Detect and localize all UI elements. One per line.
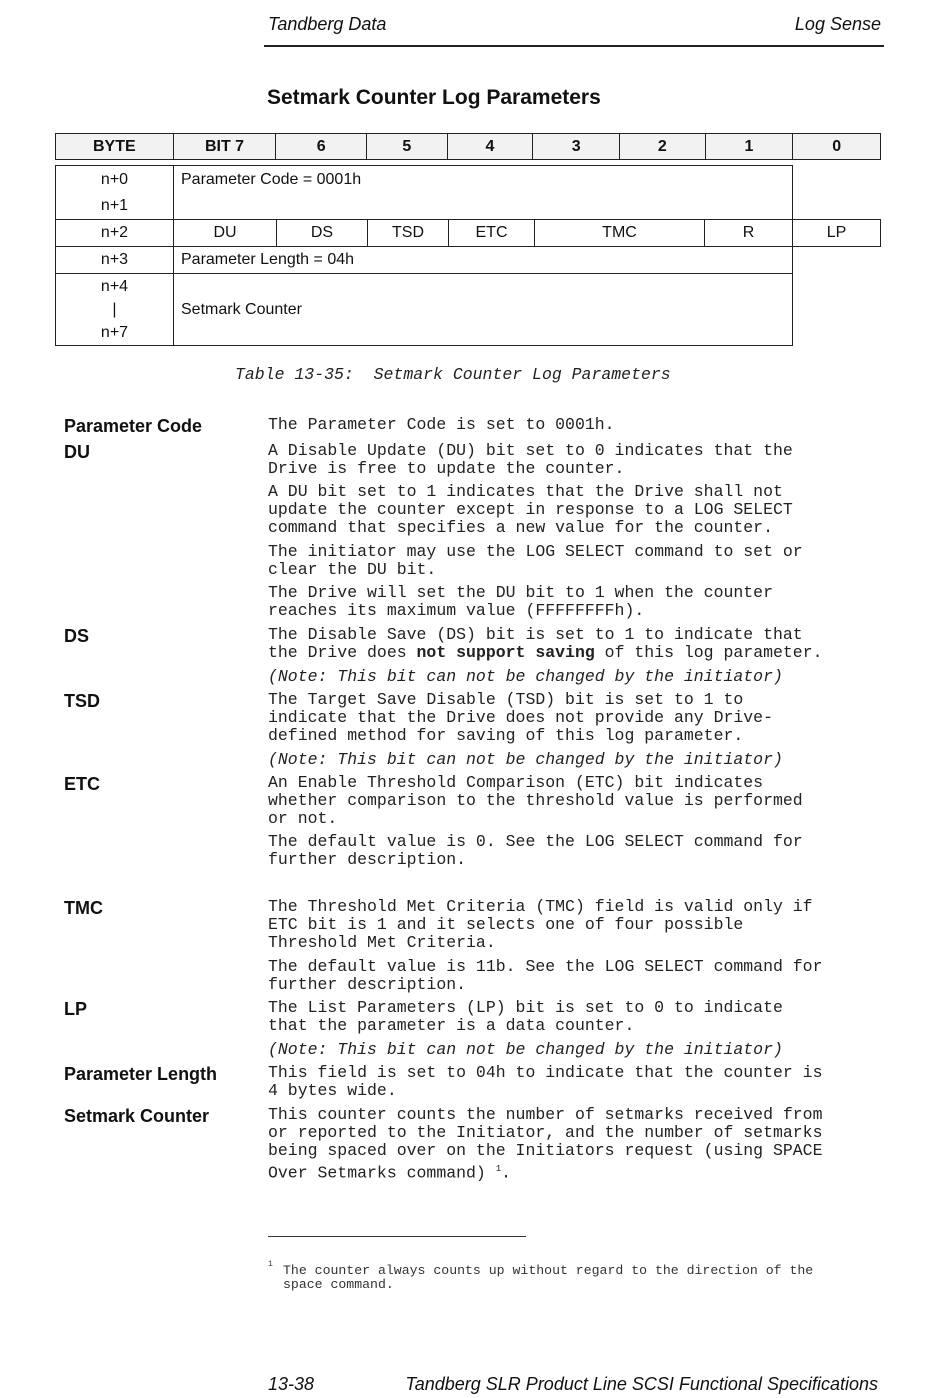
table-caption: Table 13-35: Setmark Counter Log Parameters xyxy=(235,365,671,384)
field-r: R xyxy=(705,220,793,247)
def-etc-p2: The default value is 0. See the LOG SELECT command for further description. xyxy=(268,832,803,869)
col-bit3: 3 xyxy=(533,134,620,160)
field-du: DU xyxy=(174,220,277,247)
byte-cell xyxy=(56,166,174,220)
def-ds-emphasis: not support saving xyxy=(416,643,595,662)
def-lp-note: (Note: This bit can not be changed by the initiator) xyxy=(268,1040,783,1059)
bit-header-table xyxy=(55,133,881,160)
field-etc: ETC xyxy=(449,220,535,247)
byte-label: n+4 xyxy=(100,278,129,295)
footer-title: Tandberg SLR Product Line SCSI Functional Specifications xyxy=(405,1374,878,1394)
def-tsd-p1: The Target Save Disable (TSD) bit is set to 1 to indicate that the Drive does not provide any Drive- defined method for saving of this log parameter. xyxy=(268,690,773,745)
term-setmark-counter: Setmark Counter xyxy=(64,1106,210,1126)
def-setmark-counter xyxy=(268,1106,823,1183)
term-parameter-length: Parameter Length xyxy=(64,1064,218,1084)
footnote-text: The counter always counts up without regard to the direction of the space command. xyxy=(283,1263,814,1292)
term-lp: LP xyxy=(64,999,88,1019)
header-rule xyxy=(264,45,884,47)
footnote-ref: 1 xyxy=(495,1164,502,1174)
col-bit0: 0 xyxy=(793,134,881,160)
term-ds: DS xyxy=(64,626,90,646)
byte-cell xyxy=(56,274,174,346)
def-setmark-end: . xyxy=(501,1163,512,1183)
def-setmark-text: This counter counts the number of setmarks received from or reported to the Initiator, and the number of setmarks being spaced over on the Initiators request (using SPACE Over Setmarks command) xyxy=(268,1105,823,1183)
param-code-cell: Parameter Code = 0001h xyxy=(174,166,793,220)
def-parameter-length: This field is set to 04h to indicate that the counter is 4 bytes wide. xyxy=(268,1063,823,1100)
term-etc: ETC xyxy=(64,774,100,794)
footnote-rule xyxy=(268,1236,526,1237)
header-left: Tandberg Data xyxy=(268,14,387,34)
col-bit6: 6 xyxy=(276,134,367,160)
header-right: Log Sense xyxy=(794,14,881,34)
byte-range-bar: | xyxy=(112,301,117,318)
def-du-p3: The initiator may use the LOG SELECT command to set or clear the DU bit. xyxy=(268,542,803,579)
def-du-p4: The Drive will set the DU bit to 1 when the counter reaches its maximum value (FFFFFFFFh). xyxy=(268,583,773,620)
term-du: DU xyxy=(64,442,90,462)
def-du-p1: A Disable Update (DU) bit set to 0 indicates that the Drive is free to update the counter. xyxy=(268,441,793,478)
def-ds-p1 xyxy=(268,626,823,662)
def-tsd-note: (Note: This bit can not be changed by the initiator) xyxy=(268,750,783,769)
page-title: Setmark Counter Log Parameters xyxy=(267,86,601,109)
footer-page-number: 13-38 xyxy=(268,1374,315,1394)
field-ds: DS xyxy=(277,220,368,247)
col-bit4: 4 xyxy=(447,134,533,160)
field-tmc: TMC xyxy=(535,220,705,247)
col-bit5: 5 xyxy=(366,134,447,160)
field-lp: LP xyxy=(793,220,881,247)
byte-label: n+2 xyxy=(56,220,174,247)
def-du-p2: A DU bit set to 1 indicates that the Drive shall not update the counter except in response to a LOG SELECT command that specifies a new value for the counter. xyxy=(268,482,793,537)
def-lp-p1: The List Parameters (LP) bit is set to 0 to indicate that the parameter is a data counter. xyxy=(268,998,783,1035)
param-length-cell: Parameter Length = 04h xyxy=(174,247,793,274)
parameter-table xyxy=(55,165,881,346)
def-ds-text: The Disable Save (DS) bit is set to 1 to indicate that the Drive does xyxy=(268,625,803,662)
def-etc-p1: An Enable Threshold Comparison (ETC) bit indicates whether comparison to the threshold value is performed or not. xyxy=(268,773,803,828)
setmark-counter-cell: Setmark Counter xyxy=(174,274,793,346)
byte-label: n+3 xyxy=(56,247,174,274)
col-bit7: BIT 7 xyxy=(173,134,276,160)
def-ds-note: (Note: This bit can not be changed by the initiator) xyxy=(268,667,783,686)
term-tmc: TMC xyxy=(64,898,103,918)
def-tmc-p2: The default value is 11b. See the LOG SELECT command for further description. xyxy=(268,957,823,994)
byte-label: n+1 xyxy=(100,196,129,214)
footnote-mark: 1 xyxy=(268,1260,273,1269)
def-ds-text-end: of this log parameter. xyxy=(594,643,823,662)
col-bit2: 2 xyxy=(619,134,705,160)
term-tsd: TSD xyxy=(64,691,100,711)
byte-label: n+0 xyxy=(100,170,129,188)
def-tmc-p1: The Threshold Met Criteria (TMC) field is valid only if ETC bit is 1 and it selects one of four possible Threshold Met Criteria. xyxy=(268,897,813,952)
col-byte: BYTE xyxy=(56,134,174,160)
term-parameter-code: Parameter Code xyxy=(64,416,203,436)
field-tsd: TSD xyxy=(368,220,449,247)
def-parameter-code: The Parameter Code is set to 0001h. xyxy=(268,415,615,434)
byte-label: n+7 xyxy=(100,324,129,341)
col-bit1: 1 xyxy=(705,134,793,160)
